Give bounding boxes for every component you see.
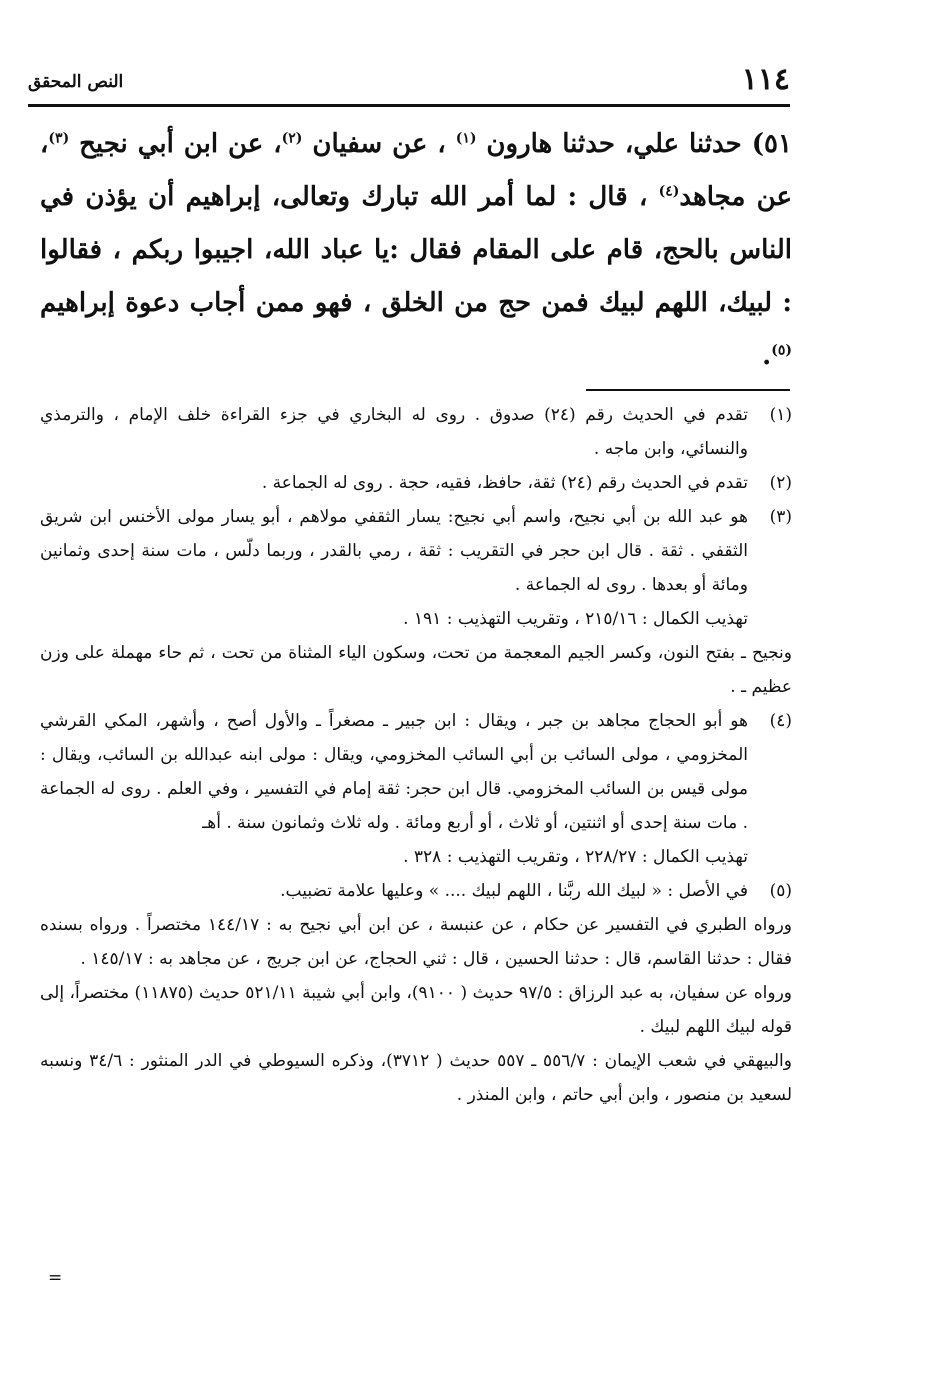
footnote-body xyxy=(40,500,748,636)
footnote-number: (٢) xyxy=(769,473,792,493)
footnote xyxy=(40,874,792,908)
footnote-line: في الأصل : « لبيك الله ربَّنا ، اللهم لبيك .... » وعليها علامة تضبيب. xyxy=(280,881,748,901)
footnote-continuation: والبيهقي في شعب الإيمان : ٥٥٦/٧ ـ ٥٥٧ حديث ( ٣٧١٢)، وذكره السيوطي في الدر المنثور : ٣٤/٦ ونسبه لسعيد بن منصور ، وابن أبي حاتم ، وابن المنذر . xyxy=(40,1051,792,1105)
hadith-text-segment: ، عن سفيان xyxy=(302,129,456,159)
hadith-text-segment: ، قال : لما أمر الله تبارك وتعالى، إبراهيم أن يؤذن في الناس بالحج، قام على المقام فقال :يا عباد الله، اجيبوا ربكم ، فقالوا : لبيك، اللهم لبيك فمن حج من الخلق ، فهو ممن أجاب دعوة إبراهيم xyxy=(40,182,792,318)
footnote-number: (١) xyxy=(769,405,792,425)
footnote-number: (٥) xyxy=(769,881,792,901)
footnote-body xyxy=(40,466,748,500)
footnote-ref: (٣) xyxy=(48,130,70,147)
footnote-line: تهذيب الكمال : ٢١٥/١٦ ، وتقريب التهذيب : ١٩١ . xyxy=(403,609,748,629)
footnote-number: (٤) xyxy=(769,711,792,731)
page-number: ١١٤ xyxy=(741,62,790,97)
footnote-separator xyxy=(586,389,790,391)
footnote xyxy=(40,466,792,500)
continuation-mark: = xyxy=(48,1268,63,1288)
footnote-ref: (١) xyxy=(455,130,477,147)
hadith-text-segment: ، عن ابن أبي نجيح xyxy=(69,129,282,159)
page-header xyxy=(28,62,790,102)
running-title: النص المحقق xyxy=(28,72,124,92)
footnote-line: تقدم في الحديث رقم (٢٤) ثقة، حافظ، فقيه، حجة . روى له الجماعة . xyxy=(261,473,748,493)
footnote-body xyxy=(40,704,748,874)
footnote-ref: (٤) xyxy=(658,183,680,200)
footnote-line: هو أبو الحجاج مجاهد بن جبر ، ويقال : ابن جبير ـ مصغراً ـ والأول أصح ، وأشهر، المكي القرشي المخزومي ، مولى السائب بن أبي السائب المخزومي، ويقال : مولى ابنه عبدالله بن السائب، ويقال : مولى قيس بن السائب المخزومي. قال ابن حجر: ثقة إمام في التفسير ، وفي العلم . روى له الجماعة . مات سنة إحدى أو اثنتين، أو ثلاث ، أو أربع ومائة . وله ثلاث وثمانون سنة . أهـ xyxy=(40,711,748,833)
hadith-number: ٥١) xyxy=(751,129,792,159)
header-rule xyxy=(28,104,790,107)
footnote-continuation: ورواه عن سفيان، به عبد الرزاق : ٩٧/٥ حديث ( ٩١٠٠)، وابن أبي شيبة ٥٢١/١١ حديث (١١٨٧٥) مختصراً، إلى قوله لبيك اللهم لبيك . xyxy=(40,983,792,1037)
footnote-ref: (٥) xyxy=(771,342,792,359)
footnote-number: (٣) xyxy=(769,507,792,527)
hadith-text-segment: حدثنا علي، حدثنا هارون xyxy=(476,129,742,159)
footnote-ref: (٢) xyxy=(281,130,303,147)
footnotes xyxy=(40,398,792,1112)
footnote xyxy=(40,398,792,466)
footnote-line: هو عبد الله بن أبي نجيح، واسم أبي نجيح: يسار الثقفي مولاهم ، أبو يسار مولى الأخنس ابن شريق الثقفي . ثقة . قال ابن حجر في التقريب : ثقة ، رمي بالقدر ، وربما دلّس ، مات سنة إحدى وثمانين ومائة أو بعدها . روى له الجماعة . xyxy=(40,507,748,595)
footnote xyxy=(40,704,792,874)
footnote-line: ونجيح ـ بفتح النون، وكسر الجيم المعجمة من تحت، وسكون الياء المثناة من تحت ، ثم حاء مهملة على وزن عظيم ـ . xyxy=(40,643,792,697)
footnote xyxy=(40,500,792,636)
hadith-text xyxy=(40,118,792,383)
hadith-text-segment: . xyxy=(762,341,772,371)
footnote-line: تهذيب الكمال : ٢٢٨/٢٧ ، وتقريب التهذيب : ٣٢٨ . xyxy=(403,847,748,867)
footnote-continuation: ورواه الطبري في التفسير عن حكام ، عن عنبسة ، عن ابن أبي نجيح به : ١٤٤/١٧ مختصراً . ورواه بسنده فقال : حدثنا القاسم، قال : حدثنا الحسين ، قال : ثني الحجاج، عن ابن جريج ، عن مجاهد به : ١٤٥/١٧ . xyxy=(40,915,792,969)
footnote-line: تقدم في الحديث رقم (٢٤) صدوق . روى له البخاري في جزء القراءة خلف الإمام ، والترمذي والنسائي، وابن ماجه . xyxy=(40,405,748,459)
footnote-body xyxy=(40,398,748,466)
hadith-text-segment: ، عن مجاهد xyxy=(40,129,792,212)
footnote-body xyxy=(40,874,748,908)
